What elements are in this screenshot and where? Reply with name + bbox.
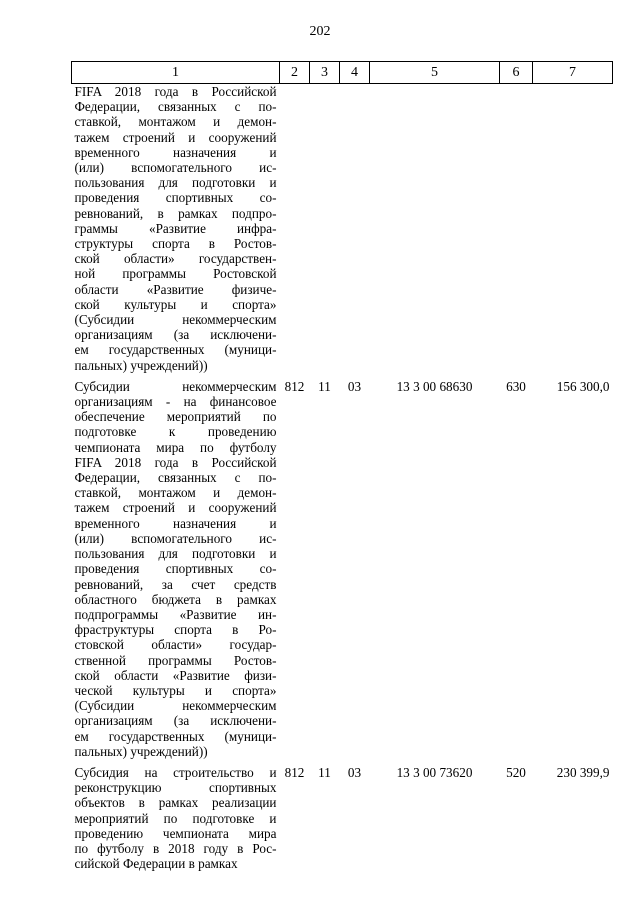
description-line: пальных) учреждений)): [74, 357, 208, 373]
description-line: ственной программы Ростов-: [74, 652, 277, 668]
description-line: ревнований, за счет средств: [74, 576, 277, 592]
description-line: временного назначения и: [74, 515, 277, 531]
description-line: объектов в рамках реализации: [74, 795, 277, 811]
page-number: 202: [309, 24, 331, 39]
description-line: проведения спортивных со-: [74, 561, 277, 577]
target-article-code: 13 3 00 73620: [396, 764, 473, 780]
expense-type-code: 520: [506, 764, 526, 780]
description-line: фраструктуры спорта в Ро-: [74, 622, 277, 638]
column-header: 7: [533, 62, 613, 84]
description-line: (Субсидии некоммерческим: [74, 698, 277, 714]
table-body: [72, 84, 613, 878]
column-header: 5: [370, 62, 500, 84]
description-line: пальных) учреждений)): [74, 743, 208, 759]
description-line: мероприятий по подготовке и: [74, 810, 277, 826]
budget-table: [71, 61, 613, 877]
column-header: 4: [340, 62, 370, 84]
column-header: 2: [280, 62, 310, 84]
description-line: подпрограммы «Развитие ин-: [74, 606, 277, 622]
description-line: Федерации, связанных с по-: [74, 99, 277, 115]
description-line: граммы «Развитие инфра-: [74, 220, 277, 236]
description-line: ем государственных (муници-: [74, 728, 277, 744]
amount: [533, 84, 613, 379]
subsection-code: 03: [347, 764, 362, 780]
description-line: сийской Федерации в рамках: [74, 856, 238, 872]
target-article-code: [370, 84, 500, 379]
description-line: подготовке к проведению: [74, 424, 277, 440]
subsection-code: 03: [347, 378, 362, 394]
description-line: проведению чемпионата мира: [74, 825, 277, 841]
description-line: пользования для подготовки и: [74, 175, 277, 191]
description-line: стовской области» государ-: [74, 637, 277, 653]
subsection-code: [340, 84, 370, 379]
column-number-row: [72, 62, 613, 84]
column-header: 1: [72, 62, 280, 84]
ministry-code: [280, 84, 310, 379]
table-row: [72, 84, 613, 379]
section-code: 11: [318, 378, 331, 394]
description-line: ставкой, монтажом и демон-: [74, 114, 277, 130]
description-line: пользования для подготовки и: [74, 546, 277, 562]
description-line: проведения спортивных со-: [74, 190, 277, 206]
ministry-code: 812: [284, 764, 305, 780]
description-line: структуры спорта в Ростов-: [74, 236, 277, 252]
description-line: области «Развитие физиче-: [74, 281, 277, 297]
column-header: 6: [500, 62, 533, 84]
description-line: ставкой, монтажом и демон-: [74, 485, 277, 501]
description-line: реконструкцию спортивных: [74, 780, 277, 796]
description-line: тажем строений и сооружений: [74, 129, 277, 145]
description-line: (или) вспомогательного ис-: [74, 530, 277, 546]
description-line: Субсидии некоммерческим: [74, 378, 277, 394]
target-article-code: 13 3 00 68630: [396, 378, 473, 394]
description-line: FIFA 2018 года в Российской: [74, 84, 277, 99]
section-code: [310, 84, 340, 379]
expense-description: [72, 765, 280, 877]
description-line: обеспечение мероприятий по: [74, 409, 277, 425]
description-line: организациям - на финансовое: [74, 394, 277, 410]
description-line: ной программы Ростовской: [74, 266, 277, 282]
description-line: областного бюджета в рамках: [74, 591, 277, 607]
description-line: организациям (за исключени-: [74, 327, 277, 343]
description-line: временного назначения и: [74, 144, 277, 160]
column-header: 3: [310, 62, 340, 84]
description-line: Субсидия на строительство и: [74, 764, 277, 780]
description-line: (или) вспомогательного ис-: [74, 160, 277, 176]
description-line: ской области «Развитие физи-: [74, 667, 277, 683]
description-line: ческой культуры и спорта»: [74, 682, 277, 698]
table-row: [72, 379, 613, 765]
expense-type-code: [500, 84, 533, 379]
table-row: [72, 765, 613, 877]
description-line: тажем строений и сооружений: [74, 500, 277, 516]
description-line: организациям (за исключени-: [74, 713, 277, 729]
description-line: ревнований, в рамках подпро-: [74, 205, 277, 221]
description-line: ской области» государствен-: [74, 251, 277, 267]
description-line: Федерации, связанных с по-: [74, 470, 277, 486]
amount: 156 300,0: [556, 378, 610, 394]
description-line: FIFA 2018 года в Российской: [74, 454, 277, 470]
expense-description: [72, 379, 280, 765]
description-line: ской культуры и спорта»: [74, 296, 277, 312]
description-line: (Субсидии некоммерческим: [74, 312, 277, 328]
ministry-code: 812: [284, 378, 305, 394]
expense-description: [72, 84, 280, 379]
description-line: ем государственных (муници-: [74, 342, 277, 358]
description-line: по футболу в 2018 году в Рос-: [74, 840, 277, 856]
amount: 230 399,9: [556, 764, 610, 780]
expense-type-code: 630: [506, 378, 526, 394]
section-code: 11: [318, 764, 331, 780]
description-line: чемпионата мира по футболу: [74, 439, 277, 455]
